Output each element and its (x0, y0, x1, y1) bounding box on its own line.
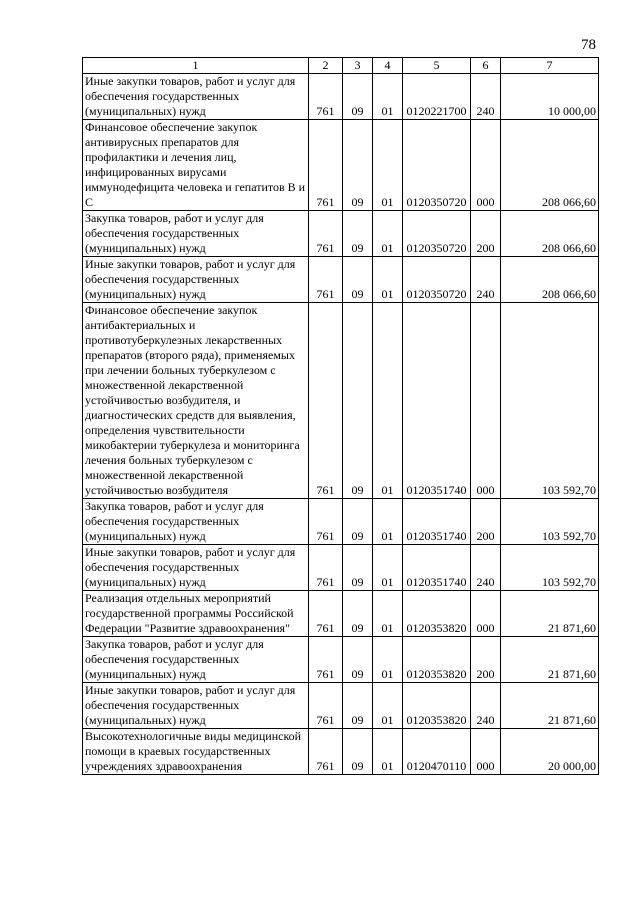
cell-subsection-code: 01 (373, 303, 403, 499)
row-name: Иные закупки товаров, работ и услуг для обеспечения государственных (муниципальных) нужд (83, 683, 309, 729)
row-name: Закупка товаров, работ и услуг для обеспечения государственных (муниципальных) нужд (83, 637, 309, 683)
table-header-row (83, 58, 599, 74)
cell-subsection-code: 01 (373, 637, 403, 683)
cell-expense-type: 000 (471, 729, 501, 775)
cell-section-code: 09 (343, 729, 373, 775)
cell-target-article: 0120351740 (403, 303, 471, 499)
cell-target-article: 0120351740 (403, 499, 471, 545)
cell-amount: 208 066,60 (501, 211, 599, 257)
row-name: Закупка товаров, работ и услуг для обеспечения государственных (муниципальных) нужд (83, 211, 309, 257)
cell-section-code: 09 (343, 637, 373, 683)
table-row (83, 303, 599, 499)
row-name: Иные закупки товаров, работ и услуг для обеспечения государственных (муниципальных) нужд (83, 545, 309, 591)
cell-amount: 21 871,60 (501, 637, 599, 683)
row-name: Высокотехнологичные виды медицинской помощи в краевых государственных учреждениях здравоохранения (83, 729, 309, 775)
table-row (83, 211, 599, 257)
row-name: Финансовое обеспечение закупок антибактериальных и противотуберкулезных лекарственных препаратов (второго ряда), применяемых при лечении больных туберкулезом с множественной лекарственной устойчивостью возбудителя, и диагностических средств для выявления, определения чувствительности микобактерии туберкулеза и мониторинга лечения больных туберкулезом с множественной лекарственной устойчивостью возбудителя (83, 303, 309, 499)
cell-subsection-code: 01 (373, 729, 403, 775)
cell-target-article: 0120221700 (403, 74, 471, 120)
cell-expense-type: 200 (471, 499, 501, 545)
cell-ministry-code: 761 (309, 211, 343, 257)
cell-subsection-code: 01 (373, 211, 403, 257)
row-name: Реализация отдельных мероприятий государственной программы Российской Федерации "Развитие здравоохранения" (83, 591, 309, 637)
cell-amount: 103 592,70 (501, 499, 599, 545)
cell-expense-type: 240 (471, 257, 501, 303)
cell-target-article: 0120350720 (403, 257, 471, 303)
column-header: 1 (83, 58, 309, 74)
cell-section-code: 09 (343, 591, 373, 637)
cell-target-article: 0120350720 (403, 211, 471, 257)
cell-subsection-code: 01 (373, 591, 403, 637)
cell-ministry-code: 761 (309, 591, 343, 637)
cell-expense-type: 000 (471, 120, 501, 211)
cell-amount: 20 000,00 (501, 729, 599, 775)
table-row (83, 257, 599, 303)
row-name: Закупка товаров, работ и услуг для обеспечения государственных (муниципальных) нужд (83, 499, 309, 545)
cell-section-code: 09 (343, 499, 373, 545)
cell-ministry-code: 761 (309, 637, 343, 683)
cell-target-article: 0120353820 (403, 683, 471, 729)
cell-ministry-code: 761 (309, 729, 343, 775)
cell-expense-type: 240 (471, 683, 501, 729)
cell-subsection-code: 01 (373, 499, 403, 545)
column-header: 5 (403, 58, 471, 74)
cell-subsection-code: 01 (373, 120, 403, 211)
cell-expense-type: 240 (471, 545, 501, 591)
cell-section-code: 09 (343, 545, 373, 591)
cell-ministry-code: 761 (309, 545, 343, 591)
cell-ministry-code: 761 (309, 499, 343, 545)
cell-target-article: 0120353820 (403, 637, 471, 683)
cell-target-article: 0120470110 (403, 729, 471, 775)
cell-ministry-code: 761 (309, 683, 343, 729)
row-name: Иные закупки товаров, работ и услуг для обеспечения государственных (муниципальных) нужд (83, 257, 309, 303)
budget-table (82, 57, 599, 775)
cell-ministry-code: 761 (309, 303, 343, 499)
cell-ministry-code: 761 (309, 74, 343, 120)
cell-expense-type: 200 (471, 637, 501, 683)
table-row (83, 120, 599, 211)
cell-target-article: 0120351740 (403, 545, 471, 591)
cell-amount: 208 066,60 (501, 257, 599, 303)
table-row (83, 545, 599, 591)
cell-ministry-code: 761 (309, 257, 343, 303)
page-number: 78 (581, 37, 596, 53)
cell-section-code: 09 (343, 74, 373, 120)
cell-section-code: 09 (343, 683, 373, 729)
row-name: Финансовое обеспечение закупок антивирусных препаратов для профилактики и лечения лиц, инфицированных вирусами иммунодефицита человека и гепатитов В и С (83, 120, 309, 211)
cell-target-article: 0120353820 (403, 591, 471, 637)
table-row (83, 74, 599, 120)
cell-amount: 10 000,00 (501, 74, 599, 120)
cell-subsection-code: 01 (373, 257, 403, 303)
cell-target-article: 0120350720 (403, 120, 471, 211)
cell-amount: 208 066,60 (501, 120, 599, 211)
column-header: 7 (501, 58, 599, 74)
table-row (83, 683, 599, 729)
column-header: 6 (471, 58, 501, 74)
table-row (83, 591, 599, 637)
cell-expense-type: 240 (471, 74, 501, 120)
column-header: 3 (343, 58, 373, 74)
cell-expense-type: 000 (471, 591, 501, 637)
cell-expense-type: 000 (471, 303, 501, 499)
cell-expense-type: 200 (471, 211, 501, 257)
column-header: 4 (373, 58, 403, 74)
cell-subsection-code: 01 (373, 74, 403, 120)
table-row (83, 637, 599, 683)
cell-section-code: 09 (343, 211, 373, 257)
row-name: Иные закупки товаров, работ и услуг для обеспечения государственных (муниципальных) нужд (83, 74, 309, 120)
table-row (83, 729, 599, 775)
cell-section-code: 09 (343, 257, 373, 303)
cell-amount: 103 592,70 (501, 303, 599, 499)
cell-amount: 21 871,60 (501, 591, 599, 637)
cell-amount: 21 871,60 (501, 683, 599, 729)
cell-ministry-code: 761 (309, 120, 343, 211)
table-row (83, 499, 599, 545)
column-header: 2 (309, 58, 343, 74)
cell-amount: 103 592,70 (501, 545, 599, 591)
cell-section-code: 09 (343, 303, 373, 499)
cell-section-code: 09 (343, 120, 373, 211)
cell-subsection-code: 01 (373, 545, 403, 591)
cell-subsection-code: 01 (373, 683, 403, 729)
